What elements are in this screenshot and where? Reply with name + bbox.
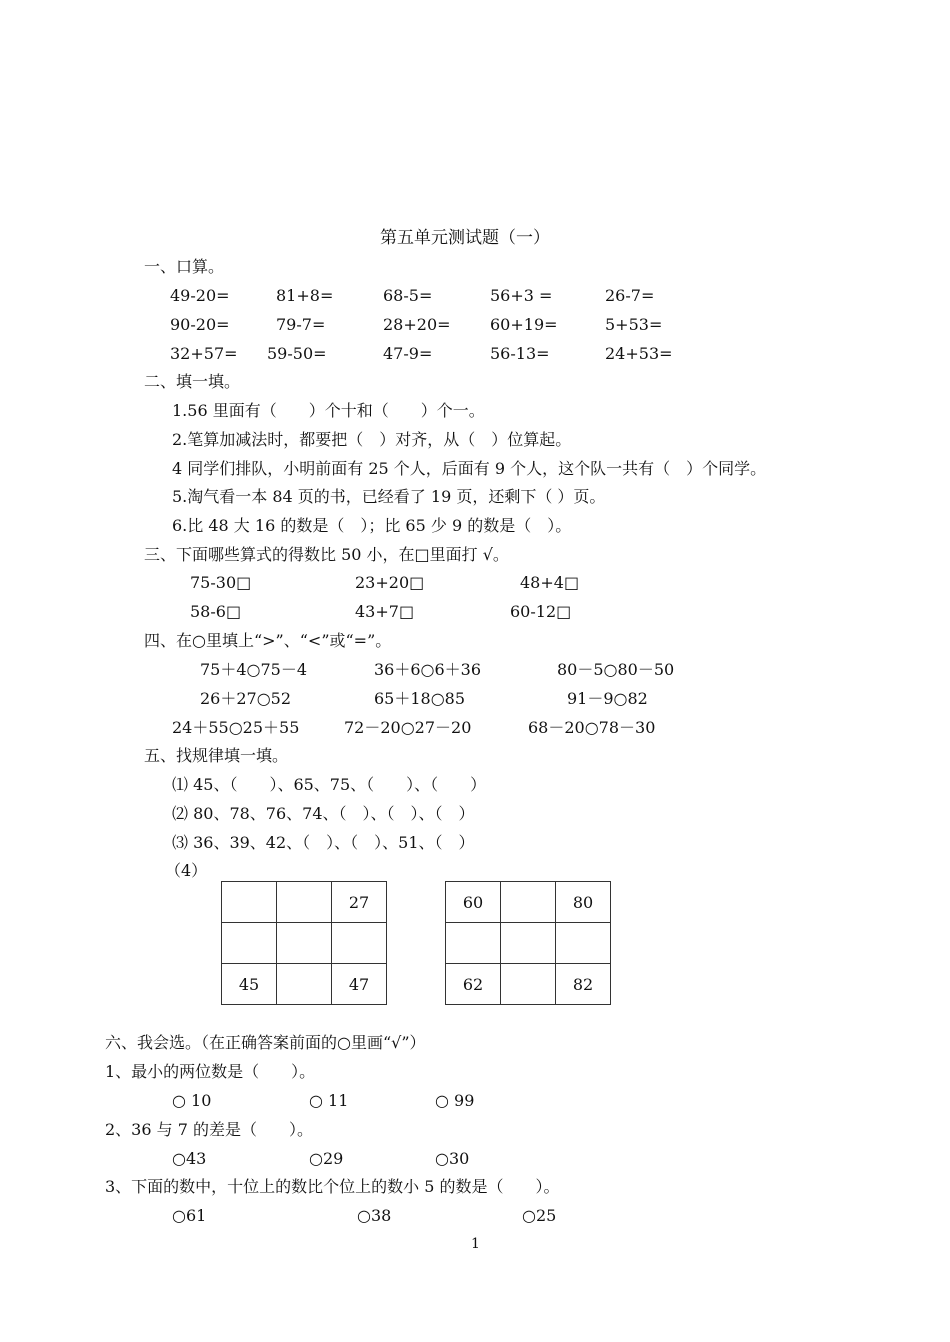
section-heading-6: 六、我会选。（在正确答案前面的○里画“√”） <box>105 1033 426 1052</box>
fill-blank-item: 6.比 48 大 16 的数是（ ）；比 65 少 9 的数是（ ）。 <box>172 516 572 535</box>
mental-math-item: 81+8= <box>276 286 334 305</box>
choice-option: ○ 10 <box>172 1091 212 1110</box>
grid-cell <box>501 882 556 923</box>
compare-item: 68－20○78－30 <box>528 718 656 737</box>
mental-math-item: 68-5= <box>383 286 433 305</box>
choice-option: ○ 11 <box>309 1091 349 1110</box>
mental-math-item: 79-7= <box>276 315 326 334</box>
mental-math-item: 56+3 = <box>490 286 553 305</box>
pattern-item-4-label: （4） <box>165 861 208 880</box>
mental-math-item: 32+57= <box>170 344 238 363</box>
compare-item: 80－5○80－50 <box>557 660 675 679</box>
mental-math-item: 5+53= <box>605 315 663 334</box>
section-heading-3: 三、下面哪些算式的得数比 50 小，在□里面打 √。 <box>144 545 509 564</box>
mental-math-item: 59-50= <box>267 344 327 363</box>
grid-cell <box>501 964 556 1005</box>
choice-option: ○61 <box>172 1206 207 1225</box>
compare-item: 26＋27○52 <box>200 689 292 708</box>
grid-cell: 47 <box>332 964 387 1005</box>
compare-item: 24＋55○25＋55 <box>172 718 300 737</box>
choice-option: ○29 <box>309 1149 344 1168</box>
choice-question: 3、下面的数中，十位上的数比个位上的数小 5 的数是（ ）。 <box>105 1177 560 1196</box>
choice-option: ○30 <box>435 1149 470 1168</box>
section-heading-2: 二、填一填。 <box>144 372 241 391</box>
check-item: 75-30□ <box>190 573 252 592</box>
fill-blank-item: 4 同学们排队，小明前面有 25 个人，后面有 9 个人，这个队一共有（ ）个同学。 <box>172 459 767 478</box>
grid-cell <box>277 923 332 964</box>
section-heading-5: 五、找规律填一填。 <box>144 746 289 765</box>
compare-item: 72－20○27－20 <box>344 718 472 737</box>
pattern-item: ⑶ 36、39、42、（ ）、（ ）、51、（ ） <box>172 833 475 852</box>
compare-item: 91－9○82 <box>567 689 648 708</box>
fill-blank-item: 5.淘气看一本 84 页的书，已经看了 19 页，还剩下（ ）页。 <box>172 487 606 506</box>
choice-option: ○25 <box>522 1206 557 1225</box>
grid-cell: 82 <box>556 964 611 1005</box>
section-heading-1: 一、口算。 <box>144 257 225 276</box>
mental-math-item: 26-7= <box>605 286 655 305</box>
page-number: 1 <box>471 1236 480 1252</box>
grid-cell <box>222 923 277 964</box>
grid-cell <box>222 882 277 923</box>
compare-item: 75＋4○75－4 <box>200 660 308 679</box>
compare-item: 65＋18○85 <box>374 689 466 708</box>
grid-cell: 45 <box>222 964 277 1005</box>
mental-math-item: 56-13= <box>490 344 550 363</box>
grid-cell <box>446 923 501 964</box>
choice-option: ○ 99 <box>435 1091 475 1110</box>
mental-math-item: 49-20= <box>170 286 230 305</box>
mental-math-item: 47-9= <box>383 344 433 363</box>
choice-option: ○38 <box>357 1206 392 1225</box>
fill-blank-item: 1.56 里面有（ ）个十和（ ）个一。 <box>172 401 485 420</box>
page-title: 第五单元测试题（一） <box>380 228 550 248</box>
grid-cell: 27 <box>332 882 387 923</box>
grid-cell <box>556 923 611 964</box>
choice-option: ○43 <box>172 1149 207 1168</box>
check-item: 43+7□ <box>355 602 415 621</box>
number-grid-right <box>445 881 611 1005</box>
grid-cell <box>332 923 387 964</box>
check-item: 23+20□ <box>355 573 425 592</box>
pattern-item: ⑴ 45、（ ）、65、75、（ ）、（ ） <box>172 775 487 794</box>
fill-blank-item: 2.笔算加减法时，都要把（ ）对齐，从（ ）位算起。 <box>172 430 572 449</box>
mental-math-item: 24+53= <box>605 344 673 363</box>
grid-cell <box>277 964 332 1005</box>
grid-cell <box>501 923 556 964</box>
check-item: 58-6□ <box>190 602 242 621</box>
grid-cell <box>277 882 332 923</box>
mental-math-item: 28+20= <box>383 315 451 334</box>
section-heading-4: 四、在○里填上“>”、“<”或“=”。 <box>144 631 392 650</box>
choice-question: 2、36 与 7 的差是（ ）。 <box>105 1120 313 1139</box>
grid-cell: 60 <box>446 882 501 923</box>
grid-cell: 62 <box>446 964 501 1005</box>
number-grid-left <box>221 881 387 1005</box>
mental-math-item: 90-20= <box>170 315 230 334</box>
grid-cell: 80 <box>556 882 611 923</box>
mental-math-item: 60+19= <box>490 315 558 334</box>
check-item: 60-12□ <box>510 602 572 621</box>
check-item: 48+4□ <box>520 573 580 592</box>
compare-item: 36＋6○6＋36 <box>374 660 482 679</box>
choice-question: 1、最小的两位数是（ ）。 <box>105 1062 316 1081</box>
pattern-item: ⑵ 80、78、76、74、（ ）、（ ）、（ ） <box>172 804 475 823</box>
